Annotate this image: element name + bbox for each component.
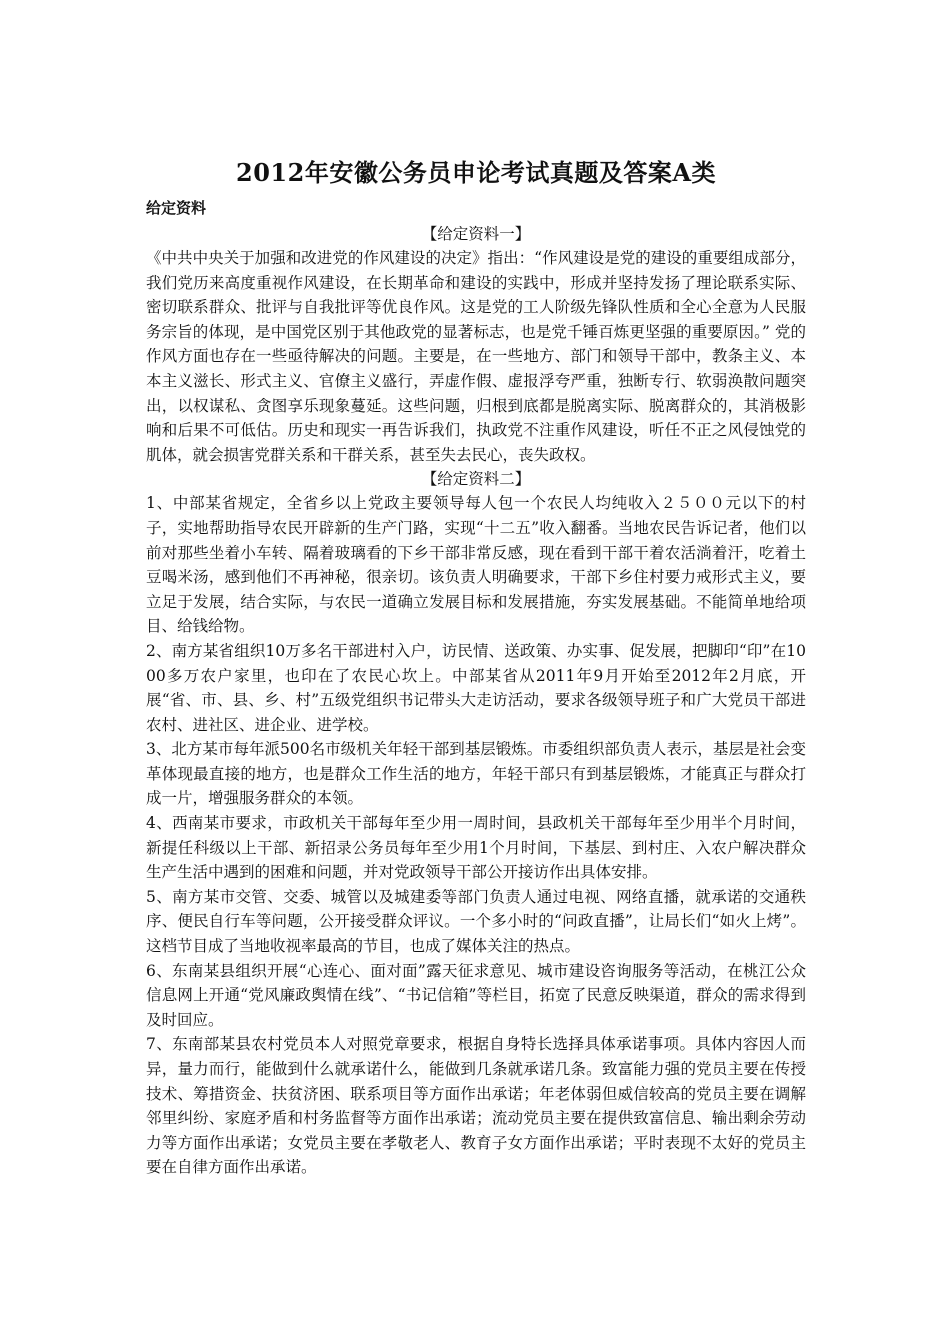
material-two-item-6: 6、东南某县组织开展“心连心、面对面”露天征求意见、城市建设咨询服务等活动，在桃江公众信息网上开通“党风廉政舆情在线”、“书记信箱”等栏目，拓宽了民意反映渠道，群众的需求得到及时回应。	[146, 961, 806, 1029]
material-two-heading: 【给定资料二】	[421, 470, 531, 489]
section-label: 给定资料	[146, 199, 207, 217]
document-title: 2012年安徽公务员申论考试真题及答案A类	[236, 158, 716, 187]
material-one-paragraph: 《中共中央关于加强和改进党的作风建设的决定》指出：“作风建设是党的建设的重要组成部分，我们党历来高度重视作风建设，在长期革命和建设的实践中，形成并坚持发扬了理论联系实际、密切联系群众、批评与自我批评等优良作风。这是党的工人阶级先锋队性质和全心全意为人民服务宗旨的体现，是中国党区别于其他政党的显著标志，也是党千锤百炼更坚强的重要原因。” 党的作风方面也存在一些亟待解决的问题。主要是，在一些地方、部门和领导干部中，教条主义、本本主义滋长、形式主义、官僚主义盛行，弄虚作假、虚报浮夸严重，独断专行、软弱涣散问题突出，以权谋私、贪图享乐现象蔓延。这些问题，归根到底都是脱离实际、脱离群众的，其消极影响和后果不可低估。历史和现实一再告诉我们，执政党不注重作风建设，听任不正之风侵蚀党的肌体，就会损害党群关系和干群关系，甚至失去民心，丧失政权。	[146, 249, 806, 464]
material-two-item-7: 7、东南部某县农村党员本人对照党章要求，根据自身特长选择具体承诺事项。具体内容因人而异，量力而行，能做到什么就承诺什么，能做到几条就承诺几条。致富能力强的党员主要在传授技术、筹措资金、扶贫济困、联系项目等方面作出承诺；年老体弱但威信较高的党员主要在调解邻里纠纷、家庭矛盾和村务监督等方面作出承诺；流动党员主要在提供致富信息、输出剩余劳动力等方面作出承诺；女党员主要在孝敬老人、教育子女方面作出承诺；平时表现不太好的党员主要在自律方面作出承诺。	[146, 1035, 806, 1177]
material-one-heading: 【给定资料一】	[421, 225, 531, 243]
material-one	[146, 222, 806, 467]
material-two-item-2: 2、南方某省组织10万多名干部进村入户，访民情、送政策、办实事、促发展，把脚印“印”在1000多万农户家里，也印在了农民心坎上。中部某省从2011年9月开始至2012年2月底，开展“省、市、县、乡、村”五级党组织书记带头大走访活动，要求各级领导班子和广大党员干部进农村、进社区、进企业、进学校。	[146, 641, 806, 734]
material-two-item-3: 3、北方某市每年派500名市级机关年轻干部到基层锻炼。市委组织部负责人表示，基层是社会变革体现最直接的地方，也是群众工作生活的地方，年轻干部只有到基层锻炼，才能真正与群众打成一片，增强服务群众的本领。	[146, 740, 806, 808]
material-two-item-1: 1、中部某省规定，全省乡以上党政主要领导每人包一个农民人均纯收入２５００元以下的村子，实地帮助指导农民开辟新的生产门路，实现“十二五”收入翻番。当地农民告诉记者，他们以前对那些坐着小车转、隔着玻璃看的下乡干部非常反感，现在看到干部干着农活淌着汗，吃着土豆喝米汤，感到他们不再神秘，很亲切。该负责人明确要求，干部下乡住村要力戒形式主义，要立足于发展，结合实际，与农民一道确立发展目标和发展措施，夯实发展基础。不能简单地给项目、给钱给物。	[146, 494, 806, 636]
material-two-item-5: 5、南方某市交管、交委、城管以及城建委等部门负责人通过电视、网络直播，就承诺的交通秩序、便民自行车等问题，公开接受群众评议。一个多小时的“问政直播”，让局长们“如火上烤”。这档节目成了当地收视率最高的节目，也成了媒体关注的热点。	[146, 887, 806, 956]
material-two	[146, 467, 806, 1180]
material-two-item-4: 4、西南某市要求，市政机关干部每年至少用一周时间，县政机关干部每年至少用半个月时间，新提任科级以上干部、新招录公务员每年至少用1个月时间，下基层、到村庄、入农户解决群众生产生活中遇到的困难和问题，并对党政领导干部公开接访作出具体安排。	[146, 814, 806, 882]
document-page	[146, 156, 806, 1180]
